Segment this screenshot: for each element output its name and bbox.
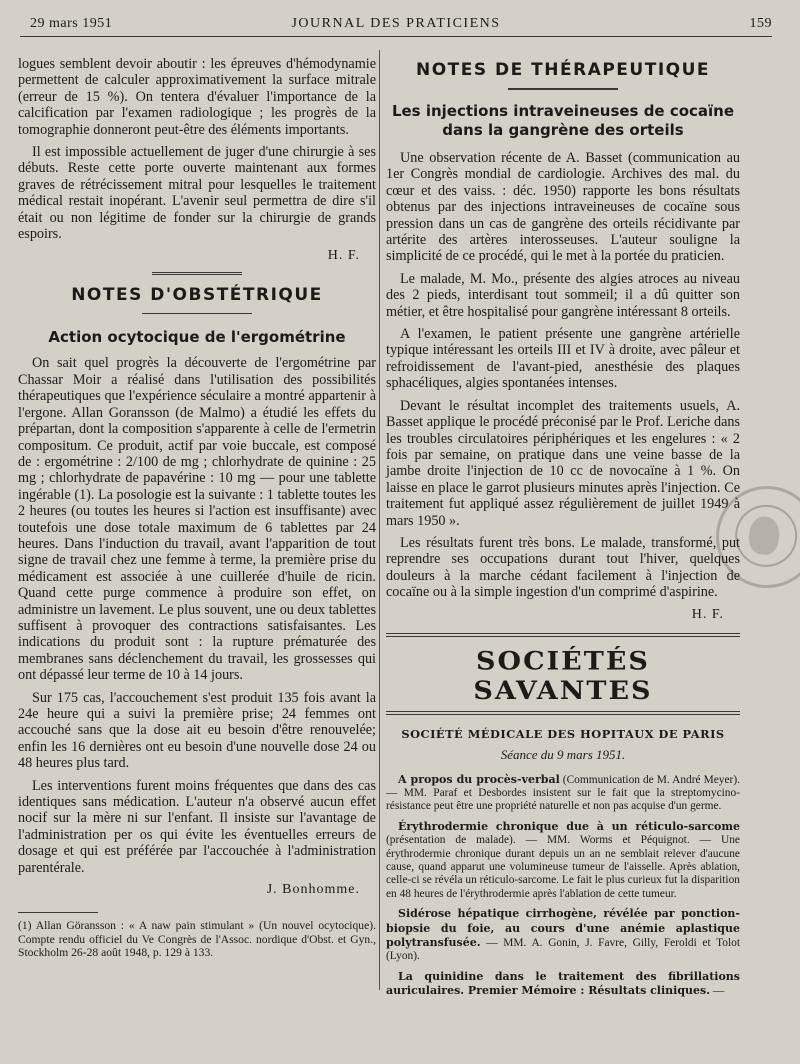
cocaine-paragraph-4: Devant le résultat incomplet des traitements usuels, A. Basset applique le procédé préconisé par le Prof. Leriche dans les troubles circulatoires périphériques et les engelures : « 2 fois par semaine, on pratique dans une veine basse de la jambe droite l'injection de 10 cc de novocaïne à 1 %. On laisse en place le garrot plusieurs minutes après l'injection. Ce traitement fut appliqué assez régulièrement de juillet 1949 à mars 1950 ». (386, 397, 740, 529)
seance-date: Séance du 9 mars 1951. (500, 746, 626, 762)
ergometrine-paragraph-3: Les interventions furent moins fréquentes que dans des cas identiques sans médication. L'auteur n'a observé aucun effet nocif sur la mère ni sur l'enfant. Il insiste sur l'avantage de l'administration per os qui évite les éventuelles erreurs de dosage et qui est préférée par l'accouchée à l'administration parentérale. (18, 777, 376, 876)
section-underline (142, 313, 252, 314)
society-entry (386, 773, 740, 814)
entry-title: A propos du procès-verbal (398, 772, 560, 786)
ergometrine-paragraph-2: Sur 175 cas, l'accouchement s'est produit 135 fois avant la 24e heure qui a suivi la première prise; 24 femmes ont accouché sans que la dose ait eu besoin d'être renouvelée; enfin les 16 dernières ont eu besoin d'une nouvelle dose 24 ou 48 heures plus tard. (18, 689, 376, 772)
entry-text: — MM. A. Gonin, J. Favre, Gilly, Feroldi et Tolot (Lyon). (386, 937, 740, 963)
societes-top-rule (386, 633, 740, 637)
cocaine-paragraph-3: A l'examen, le patient présente une gangrène artérielle typique intéressant les orteils III et IV à droite, avec pâleur et refroidissement de l'avant-pied, anesthésie des plaques sphacéliques, algies spontanées intenses. (386, 326, 740, 392)
cocaine-article-title: Les injections intraveineuses de cocaïne dans la gangrène des orteils (391, 102, 735, 139)
column-divider (379, 50, 380, 990)
entry-text: (Communication de M. André Meyer). — MM. Paraf et Desbordes insistent sur le fait que la streptomycino-résistance peut être une propriété naturelle et non pas acquise d'un germe. (386, 773, 740, 813)
page-header (20, 14, 772, 37)
entry-text: (présentation de malade). — MM. Worms et Péquignot. — Une érythrodermie chronique durant depuis un an ne semblait relever d'aucune cause, quand apparut une volumineuse tumeur de l'aisselle. Après ablation, celle-ci se révéla un réticulo-sarcome. Le fait le plus curieux fut la disparition en 48 heures de l'érythrodermie après l'ablation de cette tumeur. (386, 834, 740, 900)
ergometrine-paragraph-1: On sait quel progrès la découverte de l'ergométrine par Chassar Moir a réalisé dans l'utilisation des possibilités thérapeutiques que l'expérience séculaire a montré appartenir à l'ergone. Allan Goransson (de Malmo) a étudié les effets du prépartan, dont la composition s'apparente à celle de l'ermetrin compositum. Ce produit, actif par voie buccale, est composé de : ergométrine : 2/100 de mg ; chlorhydrate de quinine : 25 mg ; chlorhydrate de papavérine : 10 mg — pour une tablette ingérable (1). La posologie est la suivante : 1 tablette toutes les 2 heures (ou toutes les heures si l'action est insuffisante) avec toutefois une dose totale maximum de 6 tablettes par 24 heures. Dans l'induction du travail, avant l'apparition de tout signe de travail chez une femme à terme, la première prise du médicament est associée à une cuillerée d'huile de ricin. Quand cette purge commence à produire son effet, on administre un lavement. Le plus souvent, une ou deux tablettes suffisent à provoquer des contractions satisfaisantes. Les indications du produit sont : la rupture prématurée des membranes sans déclenchement du travail, les grossesses qui ont dépassé leur terme de 10 à 14 jours. (18, 355, 376, 684)
societes-bottom-rule (386, 711, 740, 715)
page-number: 159 (749, 16, 772, 31)
cocaine-paragraph-2: Le malade, M. Mo., présente des algies atroces au niveau des 2 pieds, interdisant tout sommeil; il a dû quitter son métier, et être hospitalisé pour gangrène intéressant 8 orteils. (386, 270, 740, 320)
entry-title: Érythrodermie chronique due à un réticulo-sarcome (398, 819, 740, 833)
entry-title: Sidérose hépatique cirrhogène, révélée par ponction-biopsie du foie, au cours d'une anémie aplastique polytransfusée. (386, 907, 740, 950)
cocaine-paragraph-1: Une observation récente de A. Basset (communication au 1er Congrès mondial de cardiologie. Archives des mal. du cœur et des vaiss. : déc. 1950) rapporte les bons résultats obtenus par des injections intraveineuses de cocaïne sous pression dans un cas de gangrène des orteils récidivante par artérite des artères interosseuses. L'auteur souligne la simplicité de ce procédé, qui le met à la portée du praticien. (386, 150, 740, 265)
header-date: 29 mars 1951 (30, 16, 113, 31)
footnote-rule (18, 912, 98, 913)
journal-title: JOURNAL DES PRATICIENS (291, 16, 501, 31)
left-column (18, 56, 376, 960)
cocaine-signature: H. F. (691, 606, 724, 622)
entry-text: — (710, 985, 725, 998)
society-entry (386, 907, 740, 964)
footnote: (1) Allan Göransson : « A naw pain stimulant » (Un nouvel ocytocique). Compte rendu officiel du Ve Congrès de l'Assoc. nordique d'Obst. et Gyn., Stockholm 26-28 août 1948, p. 129 à 133. (18, 919, 376, 960)
section-underline-right (508, 88, 618, 90)
society-entry (386, 820, 740, 901)
society-entry (386, 970, 740, 999)
intro-paragraph-2: Il est impossible actuellement de juger d'une chirurgie à ses débuts. Reste cette porte ouverte maintenant aux formes graves de rétrécissement mitral pour lesquelles le traitement médical restait inopérant. L'avenir seul permettra de dire s'il était ou non légitime de fonder sur la chirurgie de grands espoirs. (18, 144, 376, 243)
societe-name: SOCIÉTÉ MÉDICALE DES HOPITAUX DE PARIS (401, 726, 725, 741)
therapeutics-section-title: NOTES DE THÉRAPEUTIQUE (415, 60, 711, 80)
ergometrine-article-title: Action ocytocique de l'ergométrine (48, 328, 346, 347)
obstetrics-section-title: NOTES D'OBSTÉTRIQUE (71, 285, 323, 306)
right-column (386, 56, 740, 1005)
cocaine-paragraph-5: Les résultats furent très bons. Le malade, transformé, put reprendre ses occupations durant tout l'hiver, quelques douleurs à la marche cédant facilement à l'injection de cocaïne ou à la simple ingestion d'un comprimé d'aspirine. (386, 534, 740, 601)
intro-paragraph-1: logues semblent devoir aboutir : les épreuves d'hémodynamie permettent de calculer approximativement la surface mitrale (erreur de 15 %). On tentera d'évaluer l'importance de la calcification par l'examen radiologique ; les progrès de la tomographie donneront peut-être des éléments importants. (18, 56, 376, 138)
section-rule (152, 272, 242, 275)
societes-savantes-title: SOCIÉTÉS SAVANTES (473, 646, 653, 706)
intro-signature: H. F. (327, 248, 360, 264)
entry-title: La quinidine dans le traitement des fibrillations auriculaires. Premier Mémoire : Résultats cliniques. (386, 969, 740, 998)
stamp-portrait (747, 515, 782, 557)
ergometrine-signature: J. Bonhomme. (266, 882, 360, 898)
